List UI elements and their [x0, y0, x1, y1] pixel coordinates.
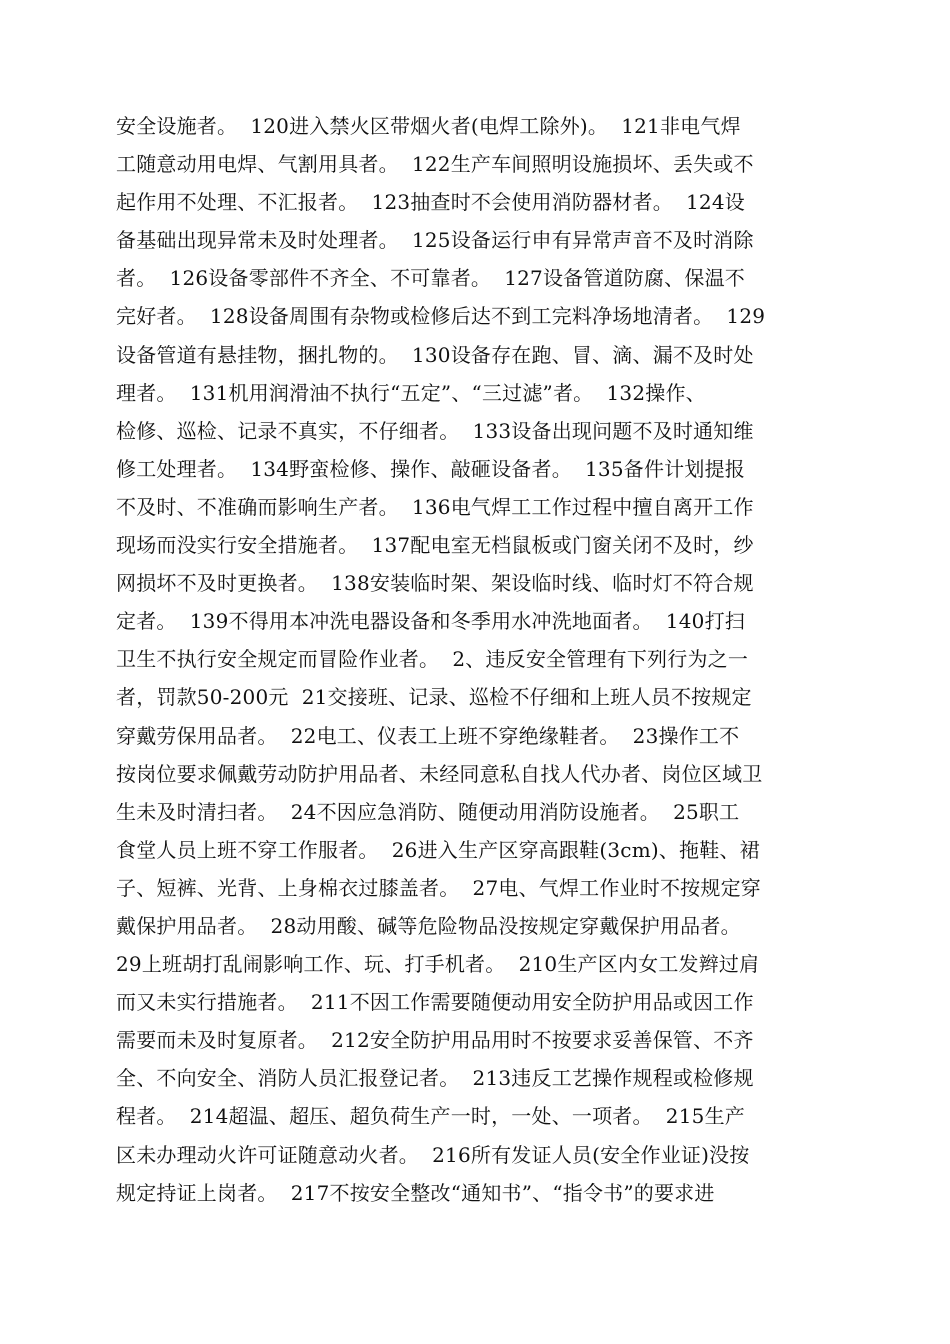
text-line: 全、不向安全、消防人员汇报登记者。 213违反工艺操作规程或检修规: [116, 1066, 754, 1091]
text-line: 者。 126设备零部件不齐全、不可靠者。 127设备管道防腐、保温不: [116, 266, 745, 291]
text-line: 子、短裤、光背、上身棉衣过膝盖者。 27电、气焊工作业时不按规定穿: [116, 875, 761, 900]
text-line: 需要而未及时复原者。 212安全防护用品用时不按要求妥善保管、不齐: [116, 1028, 754, 1053]
text-line: 设备管道有悬挂物，捆扎物的。 130设备存在跑、冒、滴、漏不及时处: [116, 342, 754, 367]
text-line: 安全设施者。 120进入禁火区带烟火者(电焊工除外)。 121非电气焊: [116, 114, 741, 138]
text-line: 戴保护用品者。 28动用酸、碱等危险物品没按规定穿戴保护用品者。: [116, 913, 741, 938]
text-line: 按岗位要求佩戴劳动防护用品者、未经同意私自找人代办者、岗位区域卫: [116, 761, 763, 786]
text-line: 穿戴劳保用品者。 22电工、仪表工上班不穿绝缘鞋者。 23操作工不: [116, 723, 740, 748]
text-line: 不及时、不准确而影响生产者。 136电气焊工工作过程中擅自离开工作: [116, 494, 754, 519]
text-line: 定者。 139不得用本冲洗电器设备和冬季用水冲洗地面者。 140打扫: [116, 609, 745, 634]
text-line: 网损坏不及时更换者。 138安装临时架、架设临时线、临时灯不符合规: [116, 571, 754, 596]
text-line: 区未办理动火许可证随意动火者。 216所有发证人员(安全作业证)没按: [116, 1142, 750, 1167]
text-line: 程者。 214超温、超压、超负荷生产一时，一处、一项者。 215生产: [116, 1104, 745, 1129]
text-line: 备基础出现异常未及时处理者。 125设备运行申有异常声音不及时消除: [116, 228, 754, 253]
text-line: 生未及时清扫者。 24不因应急消防、随便动用消防设施者。 25职工: [116, 799, 740, 824]
text-line: 检修、巡检、记录不真实，不仔细者。 133设备出现问题不及时通知维: [116, 418, 754, 443]
text-line: 者，罚款50-200元 21交接班、记录、巡检不仔细和上班人员不按规定: [116, 685, 752, 710]
text-line: 规定持证上岗者。 217不按安全整改“通知书”、“指令书”的要求进: [116, 1180, 715, 1205]
text-line: 而又未实行措施者。 211不因工作需要随便动用安全防护用品或因工作: [116, 990, 754, 1015]
text-line: 现场而没实行安全措施者。 137配电室无档鼠板或门窗关闭不及时，纱: [116, 533, 754, 558]
text-line: 卫生不执行安全规定而冒险作业者。 2、违反安全管理有下列行为之一: [116, 647, 749, 672]
body-text: [116, 107, 836, 1212]
text-line: 修工处理者。 134野蛮检修、操作、敲砸设备者。 135备件计划提报: [116, 456, 745, 481]
text-line: 29上班胡打乱闹影响工作、玩、打手机者。 210生产区内女工发辫过肩: [116, 952, 760, 977]
text-line: 完好者。 128设备周围有杂物或检修后达不到工完料净场地清者。 129: [116, 304, 766, 329]
text-line: 食堂人员上班不穿工作服者。 26进入生产区穿高跟鞋(3cm)、拖鞋、裙: [116, 837, 760, 862]
text-line: 起作用不处理、不汇报者。 123抽查时不会使用消防器材者。 124设: [116, 190, 745, 215]
text-line: 工随意动用电焊、气割用具者。 122生产车间照明设施损坏、丢失或不: [116, 152, 754, 177]
text-line: 理者。 131机用润滑油不执行“五定”、“三过滤”者。 132操作、: [116, 380, 706, 405]
